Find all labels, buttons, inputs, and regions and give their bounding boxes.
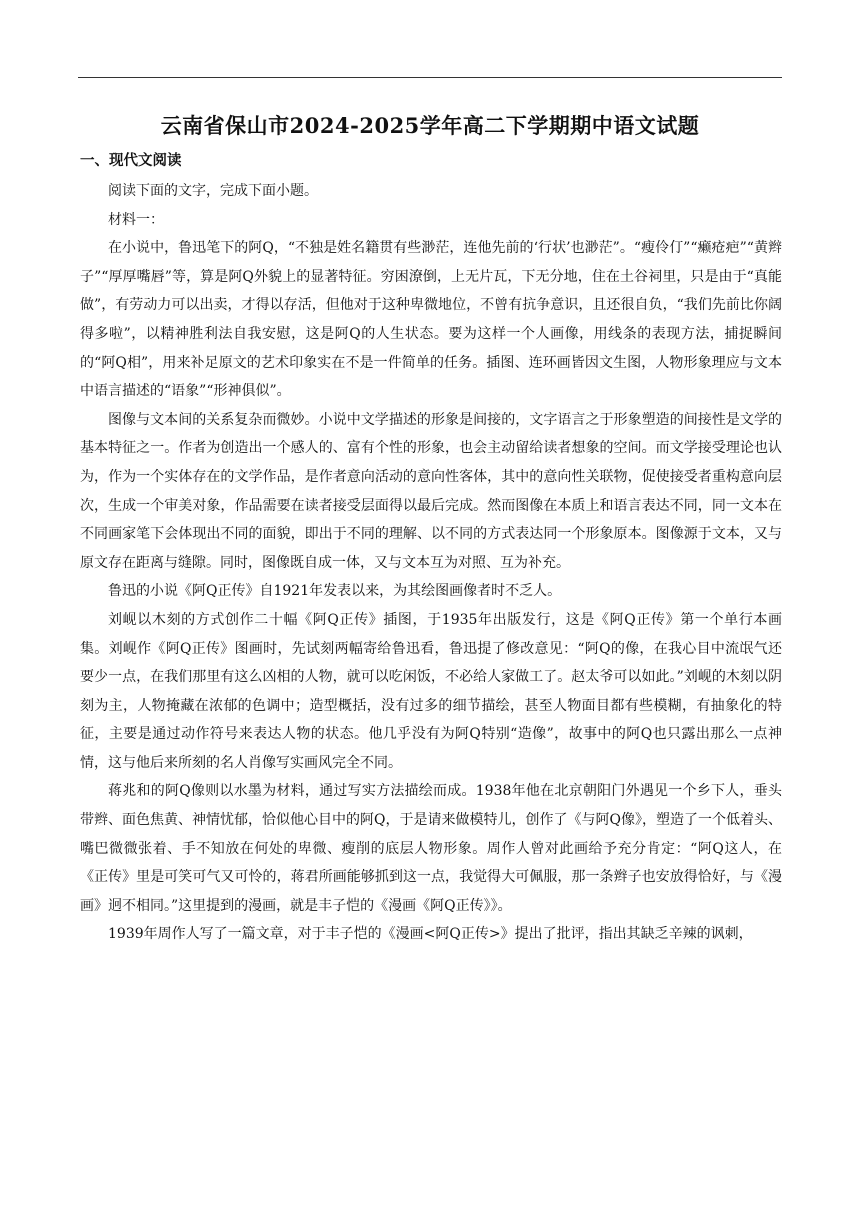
article-body	[80, 177, 782, 949]
body-paragraph: 图像与文本间的关系复杂而微妙。小说中文学描述的形象是间接的，文字语言之于形象塑造的间接性是文学的基本特征之一。作者为创造出一个感人的、富有个性的形象，也会主动留给读者想象的空间。而文学接受理论也认为，作为一个实体存在的文学作品，是作者意向活动的意向性客体，其中的意向性关联物，促使接受者重构意向层次，生成一个审美对象，作品需要在读者接受层面得以最后完成。然而图像在本质上和语言表达不同，同一文本在不同画家笔下会体现出不同的面貌，即出于不同的理解、以不同的方式表达同一个形象原本。图像源于文本，又与原文存在距离与缝隙。同时，图像既自成一体，又与文本互为对照、互为补充。	[80, 411, 782, 571]
instruction-paragraph: 阅读下面的文字，完成下面小题。	[108, 183, 318, 199]
body-paragraph: 在小说中，鲁迅笔下的阿Q，“不独是姓名籍贯有些渺茫，连他先前的‘行状’也渺茫”。“瘦伶仃”“癞疮疤”“黄辫子”“厚厚嘴唇”等，算是阿Q外貌上的显著特征。穷困潦倒，上无片瓦，下无分地，住在土谷祠里，只是由于“真能做”，有劳动力可以出卖，才得以存活，但他对于这种卑微地位，不曾有抗争意识，且还很自负，“我们先前比你阔得多啦”，以精神胜利法自我安慰，这是阿Q的人生状态。要为这样一个人画像，用线条的表现方法，捕捉瞬间的“阿Q相”，用来补足原文的艺术印象实在不是一件简单的任务。插图、连环画皆因文生图，人物形象理应与文本中语言描述的“语象”“形神俱似”。	[80, 240, 782, 400]
material-label: 材料一：	[108, 211, 164, 228]
body-paragraph: 1939年周作人写了一篇文章，对于丰子恺的《漫画<阿Q正传>》提出了批评，指出其缺乏辛辣的讽刺，	[108, 926, 753, 943]
body-paragraph: 鲁迅的小说《阿Q正传》自1921年发表以来，为其绘图画像者时不乏人。	[108, 583, 562, 600]
body-paragraph: 蒋兆和的阿Q像则以水墨为材料，通过写实方法描绘而成。1938年他在北京朝阳门外遇见一个乡下人，垂头带辫、面色焦黄、神情忧郁，恰似他心目中的阿Q，于是请来做模特儿，创作了《与阿Q像》，塑造了一个低着头、嘴巴微微张着、手不知放在何处的卑微、瘦削的底层人物形象。周作人曾对此画给予充分肯定：“阿Q这人，在《正传》里是可笑可气又可怜的，蒋君所画能够抓到这一点，我觉得大可佩服，那一条辫子也安放得恰好，与《漫画》迥不相同。”这里提到的漫画，就是丰子恺的《漫画《阿Q正传》》。	[80, 783, 782, 914]
section-heading: 一、现代文阅读	[80, 152, 182, 169]
body-paragraph: 刘岘以木刻的方式创作二十幅《阿Q正传》插图，于1935年出版发行，这是《阿Q正传》第一个单行本画集。刘岘作《阿Q正传》图画时，先试刻两幅寄给鲁迅看，鲁迅提了修改意见：“阿Q的像，在我心目中流氓气还要少一点，在我们那里有这么凶相的人物，就可以吃闲饭，不必给人家做工了。赵太爷可以如此。”刘岘的木刻以阴刻为主，人物掩藏在浓郁的色调中；造型概括，没有过多的细节描绘，甚至人物面目都有些模糊，有抽象化的特征，主要是通过动作符号来表达人物的状态。他几乎没有为阿Q特别“造像”，故事中的阿Q也只露出那么一点神情，这与他后来所刻的名人肖像写实画风完全不同。	[80, 611, 782, 771]
header-rule	[78, 77, 782, 78]
page-title: 云南省保山市2024-2025学年高二下学期期中语文试题	[160, 113, 700, 138]
